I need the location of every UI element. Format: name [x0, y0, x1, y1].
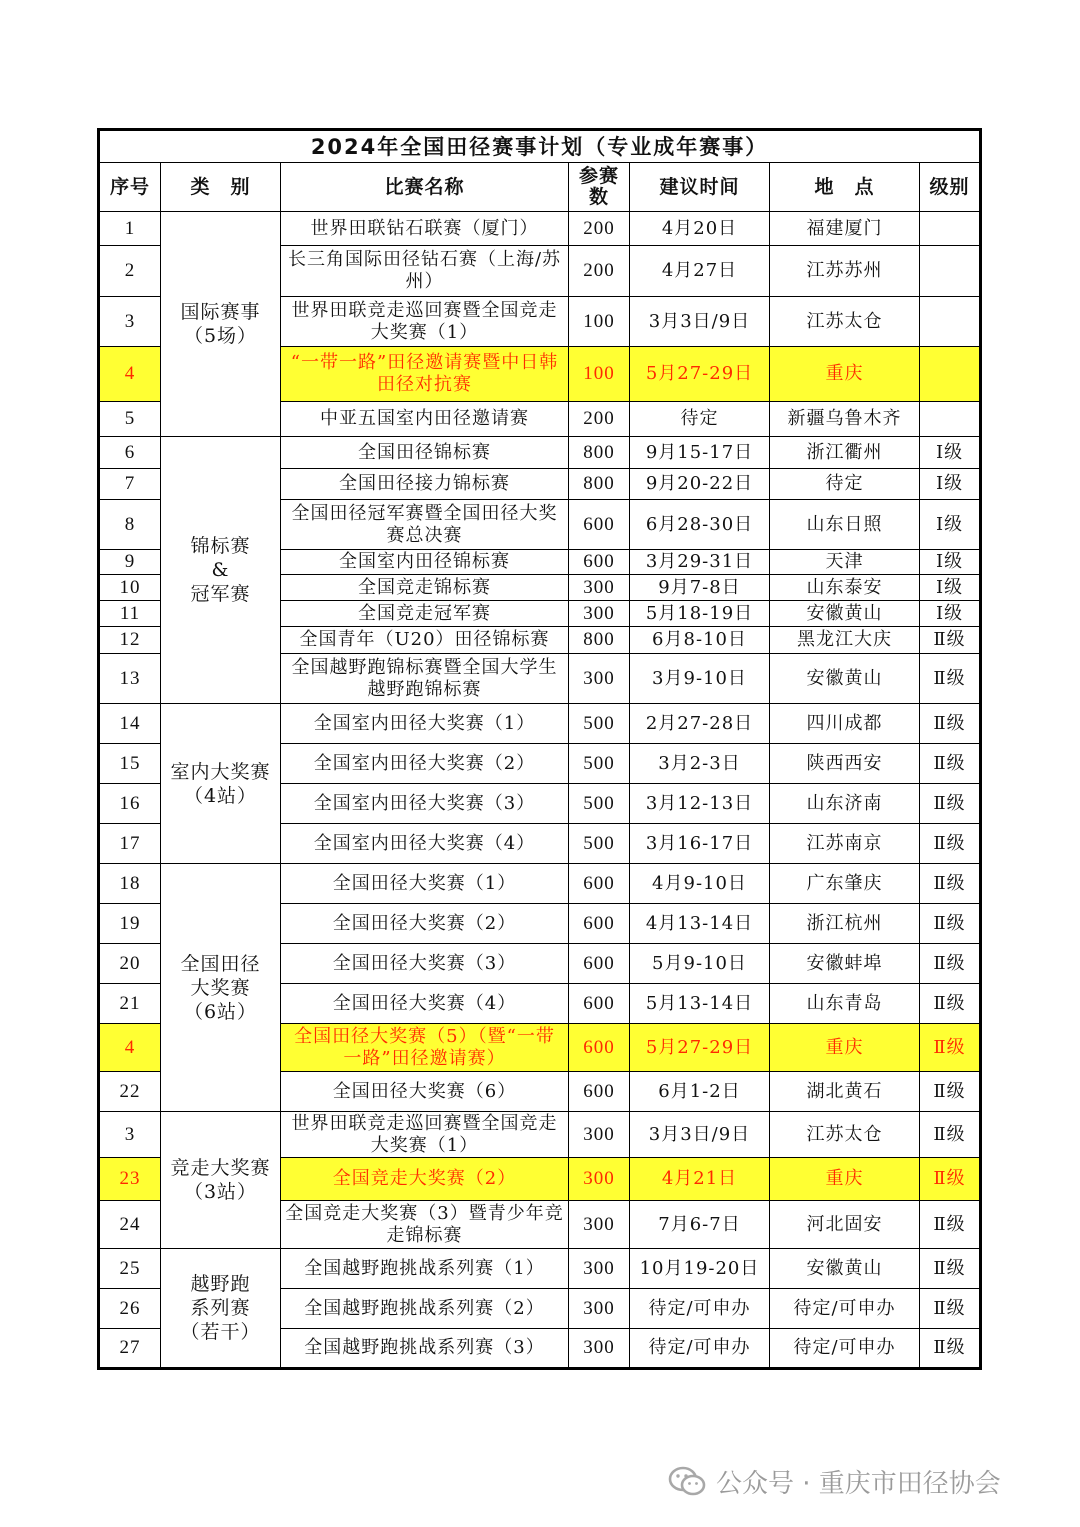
- table-row: [99, 864, 981, 904]
- cell-level: Ⅰ级: [920, 500, 981, 550]
- cell-place: 江苏太仓: [770, 297, 920, 347]
- cell-no: 18: [99, 864, 161, 904]
- cell-level: Ⅰ级: [920, 437, 981, 469]
- cell-name: 长三角国际田径钻石赛（上海/苏州）: [281, 246, 569, 297]
- cell-place: 待定/可申办: [770, 1289, 920, 1329]
- cell-level: [920, 212, 981, 246]
- cell-time: 3月2-3日: [630, 744, 770, 784]
- cell-time: 5月27-29日: [630, 1024, 770, 1072]
- header-no: 序号: [99, 163, 161, 212]
- category-line: （6站）: [183, 1000, 258, 1023]
- cell-time: 3月12-13日: [630, 784, 770, 824]
- cell-time: 9月7-8日: [630, 575, 770, 601]
- cell-name: 全国田径锦标赛: [281, 437, 569, 469]
- cell-no: 20: [99, 944, 161, 984]
- cell-place: 河北固安: [770, 1201, 920, 1249]
- cell-place: 安徽黄山: [770, 601, 920, 627]
- cell-no: 10: [99, 575, 161, 601]
- cell-time: 待定/可申办: [630, 1289, 770, 1329]
- cell-count: 300: [569, 1329, 630, 1369]
- category-cell-xc: [161, 1249, 281, 1369]
- table-row: [99, 212, 981, 246]
- cell-no: 3: [99, 1112, 161, 1158]
- cell-time: 3月3日/9日: [630, 1112, 770, 1158]
- cell-time: 4月9-10日: [630, 864, 770, 904]
- cell-count: 600: [569, 1072, 630, 1112]
- header-place: 地 点: [770, 163, 920, 212]
- cell-name: 全国越野跑挑战系列赛（1）: [281, 1249, 569, 1289]
- cell-no: 11: [99, 601, 161, 627]
- cell-no: 14: [99, 704, 161, 744]
- cell-count: 600: [569, 904, 630, 944]
- cell-count: 500: [569, 824, 630, 864]
- cell-place: 湖北黄石: [770, 1072, 920, 1112]
- header-name: 比赛名称: [281, 163, 569, 212]
- cell-name: 世界田联钻石联赛（厦门）: [281, 212, 569, 246]
- cell-count: 500: [569, 704, 630, 744]
- cell-time: 3月16-17日: [630, 824, 770, 864]
- cell-level: Ⅱ级: [920, 704, 981, 744]
- cell-time: 5月27-29日: [630, 347, 770, 402]
- cell-name: 全国越野跑锦标赛暨全国大学生越野跑锦标赛: [281, 654, 569, 704]
- cell-level: [920, 297, 981, 347]
- cell-time: 4月13-14日: [630, 904, 770, 944]
- table-row: [99, 1112, 981, 1158]
- cell-level: Ⅱ级: [920, 1158, 981, 1201]
- cell-no: 24: [99, 1201, 161, 1249]
- cell-place: 重庆: [770, 1158, 920, 1201]
- cell-name: 全国田径接力锦标赛: [281, 469, 569, 500]
- schedule-table: [97, 128, 982, 1370]
- cell-count: 300: [569, 1112, 630, 1158]
- cell-no: 22: [99, 1072, 161, 1112]
- cell-place: 待定: [770, 469, 920, 500]
- cell-name: 全国室内田径大奖赛（1）: [281, 704, 569, 744]
- cell-level: Ⅱ级: [920, 1249, 981, 1289]
- cell-count: 200: [569, 212, 630, 246]
- cell-place: 安徽黄山: [770, 1249, 920, 1289]
- category-line: （若干）: [180, 1321, 261, 1343]
- cell-place: 黑龙江大庆: [770, 627, 920, 654]
- cell-time: 6月1-2日: [630, 1072, 770, 1112]
- cell-level: Ⅱ级: [920, 864, 981, 904]
- cell-count: 300: [569, 654, 630, 704]
- category-line: 全国田径: [180, 952, 261, 975]
- cell-place: 山东泰安: [770, 575, 920, 601]
- cell-count: 300: [569, 1289, 630, 1329]
- cell-count: 800: [569, 627, 630, 654]
- cell-no: 19: [99, 904, 161, 944]
- header-category: 类 别: [161, 163, 281, 212]
- cell-place: 新疆乌鲁木齐: [770, 402, 920, 437]
- cell-place: 浙江杭州: [770, 904, 920, 944]
- cell-time: 3月9-10日: [630, 654, 770, 704]
- cell-name: 全国竞走冠军赛: [281, 601, 569, 627]
- cell-name: 全国田径大奖赛（4）: [281, 984, 569, 1024]
- cell-time: 6月28-30日: [630, 500, 770, 550]
- table-title: 2024年全国田径赛事计划（专业成年赛事）: [99, 130, 981, 163]
- cell-name: 全国室内田径大奖赛（3）: [281, 784, 569, 824]
- cell-time: 5月18-19日: [630, 601, 770, 627]
- cell-time: 4月27日: [630, 246, 770, 297]
- cell-name: 世界田联竞走巡回赛暨全国竞走大奖赛（1）: [281, 297, 569, 347]
- cell-level: Ⅱ级: [920, 1289, 981, 1329]
- cell-no: 6: [99, 437, 161, 469]
- category-line: 竞走大奖赛: [170, 1157, 271, 1179]
- cell-time: 9月15-17日: [630, 437, 770, 469]
- cell-no: 15: [99, 744, 161, 784]
- cell-place: 山东济南: [770, 784, 920, 824]
- cell-place: 浙江衢州: [770, 437, 920, 469]
- cell-name: 全国室内田径大奖赛（4）: [281, 824, 569, 864]
- cell-no: 12: [99, 627, 161, 654]
- cell-level: Ⅰ级: [920, 575, 981, 601]
- category-line: 越野跑: [190, 1273, 251, 1295]
- cell-place: 天津: [770, 550, 920, 575]
- cell-no: 23: [99, 1158, 161, 1201]
- cell-count: 300: [569, 1249, 630, 1289]
- cell-level: Ⅱ级: [920, 744, 981, 784]
- cell-count: 600: [569, 1024, 630, 1072]
- category-line: 锦标赛: [190, 535, 251, 557]
- cell-name: 全国田径大奖赛（3）: [281, 944, 569, 984]
- cell-name: 全国室内田径大奖赛（2）: [281, 744, 569, 784]
- cell-time: 待定/可申办: [630, 1329, 770, 1369]
- cell-count: 600: [569, 500, 630, 550]
- cell-level: Ⅱ级: [920, 654, 981, 704]
- cell-count: 300: [569, 575, 630, 601]
- table-row: [99, 437, 981, 469]
- cell-place: 四川成都: [770, 704, 920, 744]
- cell-place: 山东青岛: [770, 984, 920, 1024]
- cell-place: 安徽蚌埠: [770, 944, 920, 984]
- cell-level: Ⅱ级: [920, 1201, 981, 1249]
- cell-count: 300: [569, 1201, 630, 1249]
- cell-time: 7月6-7日: [630, 1201, 770, 1249]
- cell-name: 全国越野跑挑战系列赛（2）: [281, 1289, 569, 1329]
- cell-place: 重庆: [770, 347, 920, 402]
- category-line: （5场）: [183, 325, 258, 347]
- cell-place: 江苏苏州: [770, 246, 920, 297]
- header-level: 级别: [920, 163, 981, 212]
- cell-no: 3: [99, 297, 161, 347]
- cell-level: Ⅱ级: [920, 904, 981, 944]
- cell-time: 2月27-28日: [630, 704, 770, 744]
- cell-level: Ⅱ级: [920, 1072, 981, 1112]
- cell-count: 600: [569, 944, 630, 984]
- cell-no: 2: [99, 246, 161, 297]
- cell-name: 中亚五国室内田径邀请赛: [281, 402, 569, 437]
- cell-level: Ⅱ级: [920, 1112, 981, 1158]
- cell-time: 6月8-10日: [630, 627, 770, 654]
- cell-time: 4月20日: [630, 212, 770, 246]
- category-cell-gp: [161, 864, 281, 1112]
- cell-count: 600: [569, 864, 630, 904]
- cell-name: 全国室内田径锦标赛: [281, 550, 569, 575]
- cell-name: 世界田联竞走巡回赛暨全国竞走大奖赛（1）: [281, 1112, 569, 1158]
- cell-level: Ⅱ级: [920, 784, 981, 824]
- category-line: 冠军赛: [190, 583, 251, 605]
- cell-no: 26: [99, 1289, 161, 1329]
- cell-name: 全国竞走锦标赛: [281, 575, 569, 601]
- cell-name: 全国竞走大奖赛（2）: [281, 1158, 569, 1201]
- header-count-line2: 数: [588, 186, 609, 208]
- cell-no: 9: [99, 550, 161, 575]
- category-cell-intl: [161, 212, 281, 437]
- cell-level: Ⅰ级: [920, 601, 981, 627]
- cell-place: 江苏南京: [770, 824, 920, 864]
- header-count: [569, 163, 630, 212]
- cell-time: 3月29-31日: [630, 550, 770, 575]
- table-row: [99, 1249, 981, 1289]
- cell-count: 500: [569, 784, 630, 824]
- cell-count: 800: [569, 437, 630, 469]
- cell-name: 全国田径大奖赛（1）: [281, 864, 569, 904]
- category-cell-indoor: [161, 704, 281, 864]
- cell-level: [920, 402, 981, 437]
- cell-name: 全国竞走大奖赛（3）暨青少年竞走锦标赛: [281, 1201, 569, 1249]
- category-line: &: [211, 559, 230, 581]
- cell-place: 江苏太仓: [770, 1112, 920, 1158]
- cell-count: 200: [569, 402, 630, 437]
- cell-count: 600: [569, 984, 630, 1024]
- cell-count: 100: [569, 347, 630, 402]
- cell-level: Ⅱ级: [920, 1024, 981, 1072]
- cell-time: 9月20-22日: [630, 469, 770, 500]
- cell-place: 待定/可申办: [770, 1329, 920, 1369]
- wechat-watermark: [668, 1463, 1001, 1500]
- cell-time: 5月9-10日: [630, 944, 770, 984]
- cell-place: 陕西西安: [770, 744, 920, 784]
- cell-no: 8: [99, 500, 161, 550]
- header-row: [99, 163, 981, 212]
- cell-name: 全国青年（U20）田径锦标赛: [281, 627, 569, 654]
- cell-time: 4月21日: [630, 1158, 770, 1201]
- cell-name: 全国田径冠军赛暨全国田径大奖赛总决赛: [281, 500, 569, 550]
- cell-no: 25: [99, 1249, 161, 1289]
- cell-count: 200: [569, 246, 630, 297]
- cell-no: 13: [99, 654, 161, 704]
- cell-level: Ⅰ级: [920, 469, 981, 500]
- cell-level: Ⅱ级: [920, 1329, 981, 1369]
- cell-name: 全国田径大奖赛（6）: [281, 1072, 569, 1112]
- category-cell-walk: [161, 1112, 281, 1249]
- table-row: [99, 704, 981, 744]
- cell-name: 全国田径大奖赛（5）（暨“一带一路”田径邀请赛）: [281, 1024, 569, 1072]
- cell-count: 500: [569, 744, 630, 784]
- category-line: （4站）: [183, 784, 258, 807]
- cell-no: 5: [99, 402, 161, 437]
- cell-count: 800: [569, 469, 630, 500]
- cell-count: 300: [569, 601, 630, 627]
- category-line: 系列赛: [190, 1297, 251, 1319]
- wechat-icon: [668, 1465, 708, 1499]
- category-line: 室内大奖赛: [170, 760, 271, 783]
- cell-place: 广东肇庆: [770, 864, 920, 904]
- header-time: 建议时间: [630, 163, 770, 212]
- cell-no: 27: [99, 1329, 161, 1369]
- category-cell-champ: [161, 437, 281, 704]
- cell-name: “一带一路”田径邀请赛暨中日韩田径对抗赛: [281, 347, 569, 402]
- cell-place: 安徽黄山: [770, 654, 920, 704]
- cell-time: 待定: [630, 402, 770, 437]
- cell-time: 3月3日/9日: [630, 297, 770, 347]
- cell-level: [920, 347, 981, 402]
- cell-count: 100: [569, 297, 630, 347]
- cell-level: Ⅱ级: [920, 984, 981, 1024]
- category-line: （3站）: [183, 1181, 258, 1203]
- header-count-line1: 参赛: [578, 165, 619, 187]
- cell-level: Ⅱ级: [920, 824, 981, 864]
- cell-count: 600: [569, 550, 630, 575]
- cell-no: 21: [99, 984, 161, 1024]
- cell-place: 重庆: [770, 1024, 920, 1072]
- watermark-text: 公众号 · 重庆市田径协会: [716, 1469, 1001, 1499]
- cell-name: 全国越野跑挑战系列赛（3）: [281, 1329, 569, 1369]
- cell-level: Ⅰ级: [920, 550, 981, 575]
- cell-level: [920, 246, 981, 297]
- cell-count: 300: [569, 1158, 630, 1201]
- cell-level: Ⅱ级: [920, 944, 981, 984]
- cell-level: Ⅱ级: [920, 627, 981, 654]
- cell-no: 4: [99, 1024, 161, 1072]
- cell-place: 山东日照: [770, 500, 920, 550]
- cell-no: 16: [99, 784, 161, 824]
- cell-no: 1: [99, 212, 161, 246]
- cell-name: 全国田径大奖赛（2）: [281, 904, 569, 944]
- cell-no: 4: [99, 347, 161, 402]
- category-line: 国际赛事: [180, 301, 261, 323]
- cell-no: 17: [99, 824, 161, 864]
- cell-no: 7: [99, 469, 161, 500]
- cell-place: 福建厦门: [770, 212, 920, 246]
- cell-time: 10月19-20日: [630, 1249, 770, 1289]
- cell-time: 5月13-14日: [630, 984, 770, 1024]
- category-line: 大奖赛: [190, 976, 251, 999]
